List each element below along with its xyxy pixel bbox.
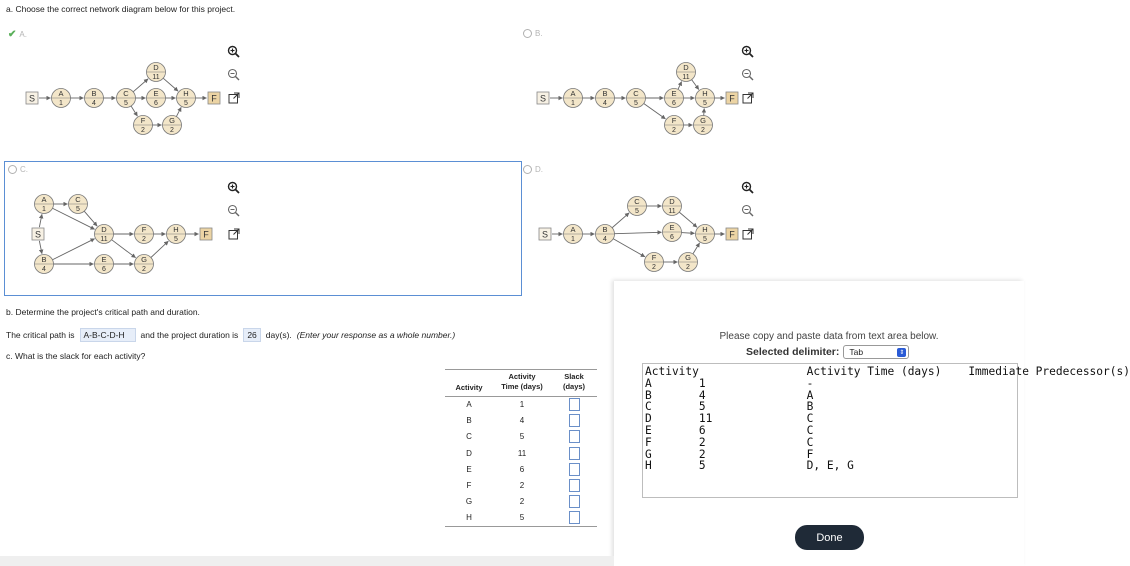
svg-text:F: F bbox=[671, 116, 677, 126]
slack-activity-cell: F bbox=[466, 481, 472, 491]
diagram-a-node-a bbox=[52, 89, 71, 108]
slack-table-row bbox=[445, 510, 597, 526]
svg-text:5: 5 bbox=[124, 100, 128, 108]
option-b-label[interactable] bbox=[523, 29, 543, 38]
svg-text:2: 2 bbox=[142, 236, 146, 244]
select-arrows-icon: ⇕ bbox=[899, 349, 905, 356]
duration-unit: day(s). bbox=[265, 330, 292, 340]
diagram-b-node-start bbox=[537, 92, 549, 104]
slack-time-cell: 5 bbox=[493, 510, 551, 526]
svg-text:11: 11 bbox=[682, 74, 690, 82]
zoom-in-icon[interactable] bbox=[226, 44, 241, 59]
svg-text:H: H bbox=[183, 89, 189, 99]
svg-text:C: C bbox=[123, 89, 129, 99]
slack-activity-cell: E bbox=[466, 464, 472, 474]
svg-text:A: A bbox=[41, 195, 47, 205]
svg-text:2: 2 bbox=[686, 264, 690, 272]
diagram-d-node-h bbox=[696, 225, 715, 244]
svg-text:6: 6 bbox=[670, 234, 674, 242]
svg-text:E: E bbox=[669, 223, 675, 233]
slack-table-row bbox=[445, 445, 597, 461]
slack-time-cell: 2 bbox=[519, 497, 525, 507]
svg-text:H: H bbox=[173, 225, 179, 235]
diagram-d-node-finish bbox=[726, 228, 738, 240]
diagram-b-node-g bbox=[694, 116, 713, 135]
svg-text:4: 4 bbox=[603, 100, 607, 108]
duration-answer[interactable]: 26 bbox=[243, 328, 260, 342]
duration-hint: (Enter your response as a whole number.) bbox=[296, 330, 456, 340]
zoom-in-icon[interactable] bbox=[740, 180, 755, 195]
diagram-d-arrow bbox=[613, 239, 645, 257]
svg-text:5: 5 bbox=[76, 206, 80, 214]
svg-text:5: 5 bbox=[703, 236, 707, 244]
svg-text:5: 5 bbox=[635, 208, 639, 216]
slack-input-cell bbox=[551, 510, 597, 526]
svg-text:S: S bbox=[541, 229, 549, 240]
diagram-a-node-h bbox=[177, 89, 196, 108]
slack-table-row bbox=[445, 397, 597, 413]
svg-text:4: 4 bbox=[603, 236, 607, 244]
slack-table-row bbox=[445, 494, 597, 510]
slack-activity-cell: H bbox=[445, 510, 493, 526]
diagram-b-arrow bbox=[692, 80, 699, 90]
diagram-b-node-d bbox=[677, 63, 696, 82]
slack-activity-cell: G bbox=[465, 497, 473, 507]
diagram-d-arrow bbox=[612, 213, 629, 228]
diagram-b-node-e bbox=[665, 89, 684, 108]
slack-input-h[interactable] bbox=[569, 511, 580, 524]
diagram-a-arrow bbox=[176, 107, 181, 116]
svg-text:C: C bbox=[634, 197, 640, 207]
diagram-d-arrow bbox=[614, 232, 661, 233]
diagram-b[interactable] bbox=[533, 58, 763, 142]
diagram-c-node-start bbox=[32, 228, 44, 240]
slack-input-b[interactable] bbox=[569, 414, 580, 427]
copy-instructions: Please copy and paste data from text area below. bbox=[719, 331, 939, 342]
slack-input-cell bbox=[551, 494, 597, 510]
diagram-b-node-finish bbox=[726, 92, 738, 104]
popout-icon[interactable] bbox=[226, 226, 241, 241]
svg-text:1: 1 bbox=[571, 100, 575, 108]
slack-input-f[interactable] bbox=[569, 479, 580, 492]
diagram-d-node-f bbox=[645, 253, 664, 272]
svg-text:D: D bbox=[153, 63, 159, 73]
popout-icon[interactable] bbox=[226, 90, 241, 105]
diagram-a-node-d bbox=[147, 63, 166, 82]
slack-activity-cell: C bbox=[466, 432, 472, 442]
svg-text:H: H bbox=[702, 89, 708, 99]
diagram-d-node-c bbox=[628, 197, 647, 216]
svg-text:S: S bbox=[28, 93, 36, 104]
svg-text:E: E bbox=[101, 255, 107, 265]
svg-text:2: 2 bbox=[672, 127, 676, 135]
svg-text:D: D bbox=[101, 225, 107, 235]
svg-text:6: 6 bbox=[154, 100, 158, 108]
diagram-d-tools bbox=[740, 180, 755, 244]
slack-time-cell: 6 bbox=[519, 464, 525, 474]
svg-text:11: 11 bbox=[668, 208, 676, 216]
svg-text:E: E bbox=[671, 89, 677, 99]
diagram-a-arrow bbox=[133, 79, 148, 92]
slack-input-cell bbox=[551, 397, 597, 413]
slack-table-container bbox=[445, 369, 597, 527]
diagram-a-node-start bbox=[26, 92, 38, 104]
svg-text:B: B bbox=[41, 255, 47, 265]
slack-header-time: Activity Time (days) bbox=[493, 370, 551, 397]
diagram-c[interactable] bbox=[26, 190, 226, 280]
svg-text:2: 2 bbox=[170, 127, 174, 135]
diagram-a-arrow bbox=[163, 78, 178, 91]
done-button[interactable]: Done bbox=[795, 525, 864, 550]
delimiter-select[interactable] bbox=[843, 345, 909, 359]
option-a-letter: A. bbox=[19, 30, 27, 39]
svg-text:F: F bbox=[211, 93, 217, 104]
diagram-b-node-a bbox=[564, 89, 583, 108]
critical-path-prefix: The critical path is bbox=[6, 330, 75, 340]
slack-input-e[interactable] bbox=[569, 463, 580, 476]
diagram-d-node-e bbox=[663, 223, 682, 242]
diagram-a-arrow bbox=[131, 106, 137, 116]
zoom-in-icon[interactable] bbox=[740, 44, 755, 59]
diagram-c-node-h bbox=[167, 225, 186, 244]
svg-text:F: F bbox=[729, 93, 735, 104]
diagram-d-arrow bbox=[681, 233, 694, 234]
svg-text:G: G bbox=[685, 253, 691, 263]
slack-input-a[interactable] bbox=[569, 398, 580, 411]
svg-text:2: 2 bbox=[652, 264, 656, 272]
diagram-a-node-c bbox=[117, 89, 136, 108]
delimiter-row bbox=[746, 345, 909, 359]
diagram-c-arrow bbox=[39, 241, 42, 254]
svg-text:6: 6 bbox=[672, 100, 676, 108]
svg-text:D: D bbox=[669, 197, 675, 207]
svg-text:2: 2 bbox=[701, 127, 705, 135]
zoom-out-icon[interactable] bbox=[226, 203, 241, 218]
svg-text:F: F bbox=[729, 229, 735, 240]
diagram-d-node-g bbox=[679, 253, 698, 272]
slack-header-slack: Slack (days) bbox=[551, 370, 597, 397]
svg-text:B: B bbox=[91, 89, 97, 99]
diagram-a[interactable] bbox=[18, 58, 248, 142]
option-a-label[interactable] bbox=[8, 29, 27, 40]
zoom-out-icon[interactable] bbox=[226, 67, 241, 82]
svg-text:A: A bbox=[58, 89, 64, 99]
svg-text:6: 6 bbox=[102, 266, 106, 274]
diagram-c-node-d bbox=[95, 225, 114, 244]
svg-text:2: 2 bbox=[141, 127, 145, 135]
diagram-d-node-b bbox=[596, 225, 615, 244]
svg-text:G: G bbox=[141, 255, 147, 265]
slack-table-row bbox=[445, 413, 597, 429]
svg-text:1: 1 bbox=[42, 206, 46, 214]
svg-text:2: 2 bbox=[142, 266, 146, 274]
diagram-b-node-h bbox=[696, 89, 715, 108]
svg-text:11: 11 bbox=[100, 236, 108, 244]
data-panel bbox=[614, 281, 1130, 566]
diagram-b-arrow bbox=[644, 104, 666, 119]
diagram-d-arrow bbox=[679, 212, 697, 227]
diagram-c-node-c bbox=[69, 195, 88, 214]
diagram-d-node-start bbox=[539, 228, 551, 240]
svg-text:4: 4 bbox=[42, 266, 46, 274]
svg-text:A: A bbox=[570, 225, 576, 235]
diagram-c-node-a bbox=[35, 195, 54, 214]
diagram-a-node-finish bbox=[208, 92, 220, 104]
option-d-radio[interactable] bbox=[523, 165, 532, 174]
svg-text:F: F bbox=[140, 116, 146, 126]
slack-time-cell: 2 bbox=[519, 481, 525, 491]
svg-text:5: 5 bbox=[703, 100, 707, 108]
slack-input-d[interactable] bbox=[569, 447, 580, 460]
svg-text:F: F bbox=[651, 253, 657, 263]
option-d-label[interactable] bbox=[523, 165, 543, 174]
question-a-text: a. Choose the correct network diagram below for this project. bbox=[6, 4, 236, 14]
slack-input-g[interactable] bbox=[569, 495, 580, 508]
critical-path-middle: and the project duration is bbox=[140, 330, 239, 340]
diagram-c-node-b bbox=[35, 255, 54, 274]
svg-text:E: E bbox=[153, 89, 159, 99]
diagram-a-node-e bbox=[147, 89, 166, 108]
slack-time-cell: 11 bbox=[517, 448, 527, 458]
svg-text:C: C bbox=[75, 195, 81, 205]
slack-activity-cell: B bbox=[466, 416, 472, 426]
slack-input-cell bbox=[551, 413, 597, 429]
svg-text:5: 5 bbox=[174, 236, 178, 244]
diagram-c-node-g bbox=[135, 255, 154, 274]
svg-text:F: F bbox=[203, 229, 209, 240]
popout-icon[interactable] bbox=[740, 90, 755, 105]
svg-text:A: A bbox=[570, 89, 576, 99]
slack-table-row bbox=[445, 429, 597, 445]
option-b-letter: B. bbox=[535, 29, 543, 38]
svg-text:11: 11 bbox=[152, 74, 160, 82]
diagram-b-node-b bbox=[596, 89, 615, 108]
diagram-c-tools bbox=[226, 180, 241, 244]
diagram-a-node-b bbox=[85, 89, 104, 108]
data-textarea[interactable]: Activity Activity Time (days) Immediate Predecessor(s) A 1 - B 4 A C 5 B D 11 C E 6 C F 2 C G 2 F H 5 D, E, G bbox=[642, 363, 1018, 498]
diagram-c-arrow bbox=[39, 214, 42, 227]
diagram-b-node-c bbox=[627, 89, 646, 108]
svg-text:G: G bbox=[169, 116, 175, 126]
option-b-radio[interactable] bbox=[523, 29, 532, 38]
diagram-a-node-f bbox=[134, 116, 153, 135]
zoom-in-icon[interactable] bbox=[226, 180, 241, 195]
diagram-b-tools bbox=[740, 44, 755, 108]
diagram-d[interactable] bbox=[533, 192, 763, 276]
critical-path-answer[interactable]: A-B-C-D-H bbox=[80, 328, 136, 342]
svg-text:4: 4 bbox=[92, 100, 96, 108]
svg-text:C: C bbox=[633, 89, 639, 99]
slack-time-cell: 5 bbox=[519, 432, 525, 442]
diagram-b-arrow bbox=[704, 108, 705, 115]
diagram-c-node-finish bbox=[200, 228, 212, 240]
diagram-c-arrow bbox=[151, 241, 168, 257]
diagram-a-tools bbox=[226, 44, 241, 108]
svg-text:H: H bbox=[702, 225, 708, 235]
diagram-d-node-a bbox=[564, 225, 583, 244]
svg-text:1: 1 bbox=[571, 236, 575, 244]
checkmark-icon: ✔ bbox=[8, 29, 17, 40]
svg-text:S: S bbox=[34, 229, 42, 240]
diagram-b-node-f bbox=[665, 116, 684, 135]
delimiter-value: Tab bbox=[849, 347, 864, 357]
critical-path-sentence bbox=[6, 328, 455, 342]
diagram-c-arrow bbox=[112, 240, 136, 258]
slack-input-cell bbox=[551, 461, 597, 477]
diagram-c-node-e bbox=[95, 255, 114, 274]
option-d-letter: D. bbox=[535, 165, 543, 174]
diagram-d-node-d bbox=[663, 197, 682, 216]
slack-table-row bbox=[445, 461, 597, 477]
svg-text:5: 5 bbox=[634, 100, 638, 108]
diagram-d-arrow bbox=[693, 243, 700, 254]
bottom-bar bbox=[0, 556, 614, 566]
popout-icon[interactable] bbox=[740, 226, 755, 241]
zoom-out-icon[interactable] bbox=[740, 67, 755, 82]
slack-input-cell bbox=[551, 429, 597, 445]
question-b-text: b. Determine the project's critical path and duration. bbox=[6, 307, 200, 317]
delimiter-label: Selected delimiter: bbox=[746, 346, 840, 358]
question-c-text: c. What is the slack for each activity? bbox=[6, 351, 146, 361]
slack-input-cell bbox=[551, 445, 597, 461]
option-c-letter: C. bbox=[20, 165, 28, 174]
svg-text:1: 1 bbox=[59, 100, 63, 108]
zoom-out-icon[interactable] bbox=[740, 203, 755, 218]
diagram-c-node-f bbox=[135, 225, 154, 244]
svg-text:B: B bbox=[602, 225, 608, 235]
diagram-c-arrow bbox=[52, 239, 94, 260]
slack-header-activity: Activity bbox=[445, 370, 493, 397]
diagram-c-arrow bbox=[84, 211, 97, 226]
svg-text:D: D bbox=[683, 63, 689, 73]
diagram-b-arrow bbox=[678, 82, 682, 90]
diagram-a-node-g bbox=[163, 116, 182, 135]
slack-table-row bbox=[445, 477, 597, 493]
svg-text:5: 5 bbox=[184, 100, 188, 108]
slack-input-c[interactable] bbox=[569, 430, 580, 443]
slack-input-cell bbox=[551, 477, 597, 493]
slack-activity-cell: A bbox=[466, 400, 472, 410]
slack-activity-cell: D bbox=[466, 448, 472, 458]
slack-table bbox=[445, 369, 597, 527]
svg-text:G: G bbox=[700, 116, 706, 126]
slack-time-cell: 1 bbox=[519, 400, 525, 410]
slack-time-cell: 4 bbox=[519, 416, 525, 426]
svg-text:F: F bbox=[141, 225, 147, 235]
svg-text:B: B bbox=[602, 89, 608, 99]
svg-text:S: S bbox=[539, 93, 547, 104]
